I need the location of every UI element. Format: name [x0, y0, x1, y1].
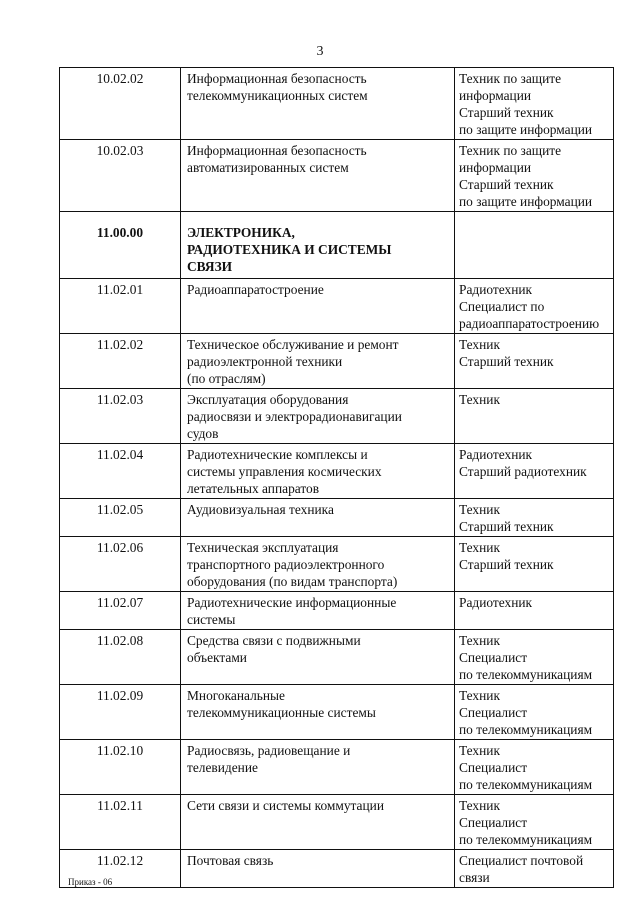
qualification: Специалист почтовой связи [455, 850, 614, 888]
section-code: 11.00.00 [60, 212, 181, 279]
specialty-code: 11.02.09 [60, 685, 181, 740]
qualification: Техник по защите информации Старший техник по защите информации [455, 68, 614, 140]
qualification: Радиотехник [455, 592, 614, 630]
specialty-name: Радиотехнические информационные системы [181, 592, 455, 630]
table-row [60, 685, 614, 740]
specialty-name: Средства связи с подвижными объектами [181, 630, 455, 685]
qualification: Радиотехник Старший радиотехник [455, 444, 614, 499]
specialty-name: Радиоаппаратостроение [181, 279, 455, 334]
table-row [60, 740, 614, 795]
specialty-code: 11.02.11 [60, 795, 181, 850]
table-row [60, 499, 614, 537]
qualification: Техник Специалист по телекоммуникациям [455, 795, 614, 850]
specialty-name: Информационная безопасность автоматизированных систем [181, 140, 455, 212]
specialty-code: 10.02.02 [60, 68, 181, 140]
qualification: Техник Старший техник [455, 334, 614, 389]
specialty-code: 11.02.07 [60, 592, 181, 630]
table-row [60, 68, 614, 140]
qualification: Техник Специалист по телекоммуникациям [455, 630, 614, 685]
specialty-name: Информационная безопасность телекоммуникационных систем [181, 68, 455, 140]
specialty-name: Техническая эксплуатация транспортного радиоэлектронного оборудования (по видам транспорта) [181, 537, 455, 592]
specialty-name: Техническое обслуживание и ремонт радиоэлектронной техники (по отраслям) [181, 334, 455, 389]
specialty-code: 11.02.05 [60, 499, 181, 537]
specialty-name: Эксплуатация оборудования радиосвязи и электрорадионавигации судов [181, 389, 455, 444]
specialty-name: Радиотехнические комплексы и системы управления космических летательных аппаратов [181, 444, 455, 499]
specialties-table [59, 67, 614, 888]
qualification [455, 212, 614, 279]
footer-order-label: Приказ - 06 [68, 877, 113, 887]
table-row [60, 630, 614, 685]
section-name: ЭЛЕКТРОНИКА, РАДИОТЕХНИКА И СИСТЕМЫ СВЯЗИ [181, 212, 455, 279]
table-row [60, 444, 614, 499]
specialty-code: 11.02.12 [60, 850, 181, 888]
specialty-name: Почтовая связь [181, 850, 455, 888]
specialty-name: Радиосвязь, радиовещание и телевидение [181, 740, 455, 795]
specialty-code: 11.02.02 [60, 334, 181, 389]
table-row [60, 334, 614, 389]
table-row [60, 140, 614, 212]
section-row [60, 212, 614, 279]
qualification: Техник по защите информации Старший техник по защите информации [455, 140, 614, 212]
table-row [60, 279, 614, 334]
qualification: Радиотехник Специалист по радиоаппаратостроению [455, 279, 614, 334]
page-number: 3 [316, 44, 324, 59]
table-row [60, 795, 614, 850]
specialty-code: 11.02.01 [60, 279, 181, 334]
specialty-code: 11.02.04 [60, 444, 181, 499]
qualification: Техник Специалист по телекоммуникациям [455, 740, 614, 795]
table-row [60, 592, 614, 630]
specialty-code: 11.02.08 [60, 630, 181, 685]
specialty-code: 10.02.03 [60, 140, 181, 212]
qualification: Техник Старший техник [455, 499, 614, 537]
table-row [60, 850, 614, 888]
table-row [60, 537, 614, 592]
specialty-name: Аудиовизуальная техника [181, 499, 455, 537]
specialty-name: Сети связи и системы коммутации [181, 795, 455, 850]
qualification: Техник [455, 389, 614, 444]
specialty-code: 11.02.10 [60, 740, 181, 795]
specialty-name: Многоканальные телекоммуникационные системы [181, 685, 455, 740]
table-row [60, 389, 614, 444]
qualification: Техник Старший техник [455, 537, 614, 592]
specialty-code: 11.02.03 [60, 389, 181, 444]
qualification: Техник Специалист по телекоммуникациям [455, 685, 614, 740]
specialty-code: 11.02.06 [60, 537, 181, 592]
